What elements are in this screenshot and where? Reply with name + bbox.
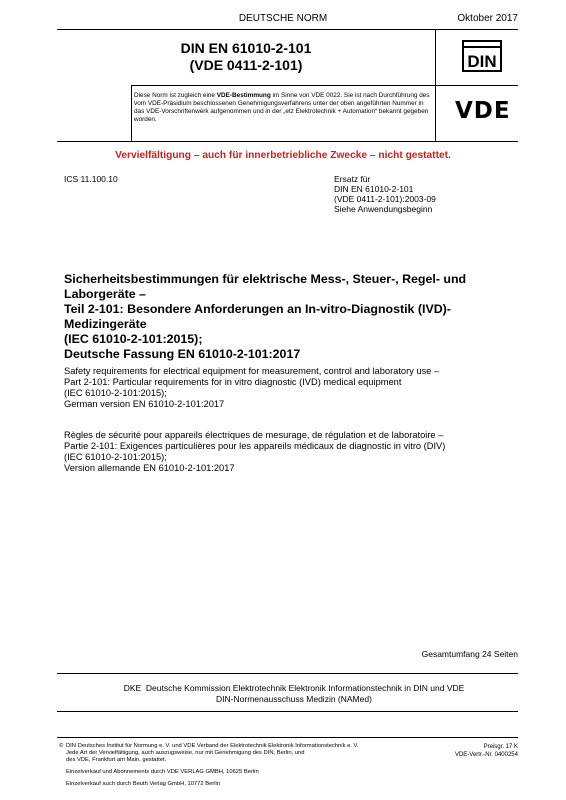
title-french: [64, 430, 524, 474]
title-german-line: Teil 2-101: Besondere Anforderungen an In-vitro-Diagnostik (IVD)-: [64, 302, 451, 316]
title-english: [64, 366, 524, 410]
title-english-line: (IEC 61010-2-101:2015);: [64, 388, 167, 398]
din-logo: [462, 40, 502, 72]
title-german-line: Laborgeräte –: [64, 287, 146, 301]
title-french-line: (IEC 61010-2-101:2015);: [64, 452, 167, 462]
page-count: Gesamtumfang 24 Seiten: [421, 649, 518, 659]
replacement-note: Siehe Anwendungsbeginn: [334, 204, 433, 214]
title-german-line: Deutsche Fassung EN 61010-2-101:2017: [64, 347, 301, 361]
publication-date: Oktober 2017: [457, 13, 518, 24]
copyright-line: Jede Art der Vervielfältigung, auch auszugsweise, nur mit Genehmigung des DIN, Berlin, und: [66, 750, 305, 757]
dke-name: DKE Deutsche Kommission Elektrotechnik Elektronik Informationstechnik in DIN und VDE: [123, 683, 465, 693]
din-logo-text: DIN: [467, 52, 497, 71]
distribution-beuth: Einzelverkauf auch durch Beuth Verlag GmbH, 10772 Berlin: [66, 781, 221, 787]
title-german: [64, 272, 524, 362]
copyright-symbol: ©: [59, 743, 64, 749]
document-number-block: [60, 40, 432, 74]
replacement-label: Ersatz für: [334, 174, 371, 184]
price-group: Preisgr. 17 K: [483, 744, 518, 750]
vde-note-emphasis: VDE-Bestimmung: [216, 92, 271, 99]
document-number: DIN EN 61010-2-101: [180, 40, 312, 56]
copyright-line: des VDE, Frankfurt am Main, gestattet.: [66, 757, 167, 764]
replacement-standard: DIN EN 61010-2-101: [334, 184, 414, 194]
vde-note: [134, 92, 434, 124]
ics-code: ICS 11.100.10: [64, 174, 118, 184]
left-margin-rule: [131, 85, 132, 141]
distribution-vde: Einzelverkauf und Abonnements durch VDE VERLAG GMBH, 10625 Berlin: [66, 769, 259, 775]
committee-info: [64, 683, 524, 704]
note-bottom-rule: [57, 141, 518, 142]
top-rule: [57, 29, 518, 30]
header-rule: [131, 85, 518, 86]
copyright-notice: [66, 743, 406, 765]
din-logo-graphic: [462, 40, 502, 72]
norm-label: DEUTSCHE NORM: [238, 13, 328, 24]
vde-order-number: VDE-Vertr.-Nr. 0400254: [454, 752, 518, 758]
title-english-line: Part 2-101: Particular requirements for in vitro diagnostic (IVD) medical equipment: [64, 377, 402, 387]
title-english-line: Safety requirements for electrical equipment for measurement, control and laboratory use –: [64, 366, 440, 376]
title-german-line: (IEC 61010-2-101:2015);: [64, 332, 203, 346]
named-name: DIN-Normenausschuss Medizin (NAMed): [216, 693, 372, 704]
vde-note-intro: Diese Norm ist zugleich eine: [134, 92, 217, 99]
replacement-info: [334, 174, 436, 214]
title-french-line: Partie 2-101: Exigences particulières pour les appareils médicaux de diagnostic in vitro (DIV): [64, 441, 446, 451]
vde-classification: (VDE 0411-2-101): [189, 57, 303, 73]
dke-top-rule: [57, 673, 518, 674]
vde-logo: VDE: [455, 98, 511, 124]
vde-note-body: im Sinne von VDE 0022. Sie ist nach Durchführung des vom VDE-Präsidium beschlossenen Genehmigungsverfahrens unter der oben angeführten Nummer in das VDE-Vorschriftenwerk aufgenommen und in der „etz Elektrotechnik + Automation“ bekannt gegeben worden.: [134, 92, 430, 123]
title-german-line: Sicherheitsbestimmungen für elektrische Mess-, Steuer-, Regel- und: [64, 272, 467, 286]
dke-bottom-rule: [57, 711, 518, 712]
copy-warning: Vervielfältigung – auch für innerbetriebliche Zwecke – nicht gestattet.: [115, 150, 451, 161]
title-english-line: German version EN 61010-2-101:2017: [64, 399, 225, 409]
replacement-vde: (VDE 0411-2-101):2003-09: [334, 194, 436, 204]
title-german-line: Medizingeräte: [64, 317, 147, 331]
footer-rule: [57, 737, 518, 738]
price-info: [455, 743, 518, 759]
copyright-line: DIN Deutsches Institut für Normung e. V. und VDE Verband der Elektrotechnik Elektronik Informationstechnik e. V.: [66, 743, 359, 749]
title-french-line: Version allemande EN 61010-2-101:2017: [64, 463, 235, 473]
title-french-line: Règles de sécurité pour appareils électriques de mesurage, de régulation et de laboratoire –: [64, 430, 444, 440]
